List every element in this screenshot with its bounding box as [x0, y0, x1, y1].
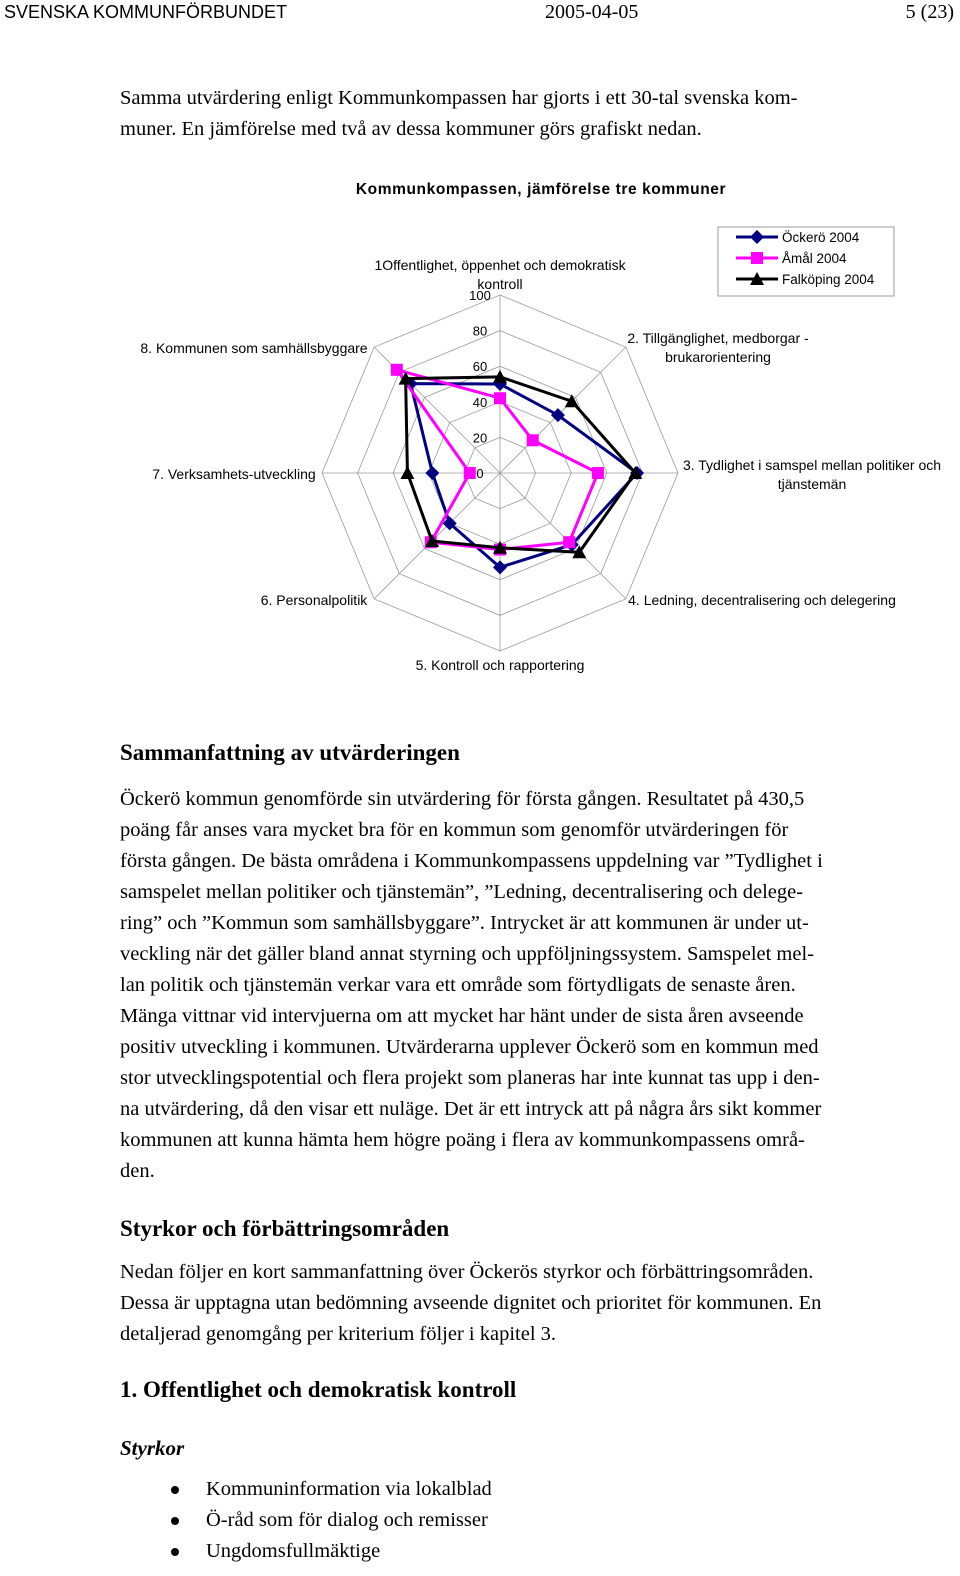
header-organization: SVENSKA KOMMUNFÖRBUNDET — [4, 2, 288, 22]
data-point-square — [592, 467, 604, 479]
section1-heading: 1. Offentlighet och demokratisk kontroll — [120, 1377, 517, 1402]
axis-label — [683, 457, 941, 492]
summary-line: poäng får anses vara mycket bra för en kommun som genomför utvärderingen för — [120, 819, 789, 841]
bullet-icon — [171, 1548, 179, 1556]
summary-line: veckling när det gäller bland annat styrning och uppföljningssystem. Samspelet mel- — [120, 943, 814, 965]
axis-label-line: 3. Tydlighet i samspel mellan politiker och — [682, 457, 942, 473]
axis-label — [140, 340, 367, 356]
summary-line: positiv utveckling i kommunen. Utvärderarna upplever Öckerö som en kommun med — [120, 1036, 819, 1058]
intro-line: muner. En jämförelse med två av dessa kommuner görs grafiskt nedan. — [120, 118, 702, 140]
axis-label-line: kontroll — [477, 276, 523, 292]
strengths-heading: Styrkor och förbättringsområden — [120, 1216, 450, 1241]
strengths-line: Dessa är upptagna utan bedömning avseende dignitet och prioritet för kommunen. En — [120, 1292, 822, 1314]
summary-line: samspelet mellan politiker och tjänstemän”, ”Ledning, decentralisering och delege- — [120, 881, 804, 903]
axis-label-line: 1Offentlighet, öppenhet och demokratisk — [374, 257, 626, 273]
strengths-bullet-list — [120, 1474, 492, 1567]
summary-line: första gången. De bästa områdena i Kommunkompassens uppdelning var ”Tydlighet i — [120, 850, 823, 872]
grid-spoke — [500, 473, 626, 599]
summary-line: Mänga vittnar vid intervjuerna om att mycket har hänt under de sista åren avseende — [120, 1005, 804, 1027]
bullet-icon — [171, 1486, 179, 1494]
strengths-line: Nedan följer en kort sammanfattning över Öckerös styrkor och förbättringsområden. — [120, 1261, 814, 1283]
tick-label: 60 — [472, 359, 488, 375]
list-item-text: Ö-råd som för dialog och remisser — [206, 1509, 488, 1531]
data-point-diamond — [425, 466, 439, 480]
summary-line: stor utvecklingspotential och flera projekt som planeras har inte kunnat tas upp i den- — [120, 1067, 820, 1089]
data-point-square — [563, 536, 575, 548]
legend-label: Falköping 2004 — [782, 272, 875, 287]
axis-label-line: brukarorientering — [665, 349, 771, 365]
tick-label: 40 — [472, 394, 488, 410]
axis-label-line: 7. Verksamhets-utveckling — [152, 466, 316, 482]
legend-marker — [751, 252, 763, 264]
list-item-text: Kommuninformation via lokalblad — [206, 1478, 492, 1500]
summary-line: lan politik och tjänstemän verkar vara ett område som förtydligats de senaste åren. — [120, 974, 796, 996]
tick-label: 0 — [476, 466, 484, 481]
intro-paragraph — [120, 83, 920, 145]
axis-label — [152, 466, 315, 482]
summary-line: den. — [120, 1160, 155, 1182]
data-point-square — [494, 392, 506, 404]
axis-label-line: 8. Kommunen som samhällsbyggare — [140, 340, 368, 356]
axis-label — [627, 330, 809, 365]
summary-line: na utvärdering, då den visar ett nuläge. Det är ett intryck att på några års sikt kommer — [120, 1098, 822, 1120]
list-item — [120, 1536, 492, 1567]
summary-line: kommunen att kunna hämta hem högre poäng i flera av kommunkompassens områ- — [120, 1129, 805, 1151]
data-point-square — [391, 364, 403, 376]
tick-label: 80 — [472, 323, 488, 339]
axis-label — [374, 257, 626, 292]
tick-label: 20 — [472, 430, 488, 446]
grid-spoke — [374, 473, 500, 599]
strengths-paragraph — [120, 1257, 920, 1350]
legend-label: Öckerö 2004 — [782, 230, 860, 245]
axis-label-line: 6. Personalpolitik — [260, 592, 368, 608]
tick-label: 100 — [469, 288, 491, 303]
strengths-line: detaljerad genomgång per kriterium följer i kapitel 3. — [120, 1323, 557, 1345]
summary-paragraph — [120, 784, 920, 1187]
axis-label-line: 5. Kontroll och rapportering — [415, 657, 585, 673]
chart-title: Kommunkompassen, jämförelse tre kommuner — [355, 181, 727, 198]
radar-chart — [0, 160, 960, 690]
list-item — [120, 1505, 492, 1536]
axis-label-line: tjänstemän — [777, 476, 847, 492]
legend-label: Åmål 2004 — [782, 251, 847, 266]
data-point-square — [464, 467, 476, 479]
summary-line: Öckerö kommun genomförde sin utvärdering för första gången. Resultatet på 430,5 — [120, 788, 805, 810]
summary-line: ring” och ”Kommun som samhällsbyggare”. Intrycket är att kommunen är under ut- — [120, 912, 809, 934]
section1-subheading: Styrkor — [120, 1436, 185, 1460]
axis-label-line: 2. Tillgänglighet, medborgar - — [627, 330, 809, 346]
intro-line: Samma utvärdering enligt Kommunkompassen har gjorts i ett 30-tal svenska kom- — [120, 87, 798, 109]
data-point-square — [527, 434, 539, 446]
bullet-icon — [171, 1517, 179, 1525]
axis-label-line: 4. Ledning, decentralisering och delegering — [628, 592, 896, 608]
list-item-text: Ungdomsfullmäktige — [206, 1540, 381, 1562]
header-date: 2005-04-05 — [545, 1, 639, 23]
header-page-number: 5 (23) — [905, 1, 954, 23]
summary-heading: Sammanfattning av utvärderingen — [120, 740, 460, 765]
data-point-triangle — [400, 466, 414, 479]
axis-label — [416, 657, 585, 673]
list-item — [120, 1474, 492, 1505]
axis-label — [261, 592, 369, 608]
axis-label — [628, 592, 896, 608]
